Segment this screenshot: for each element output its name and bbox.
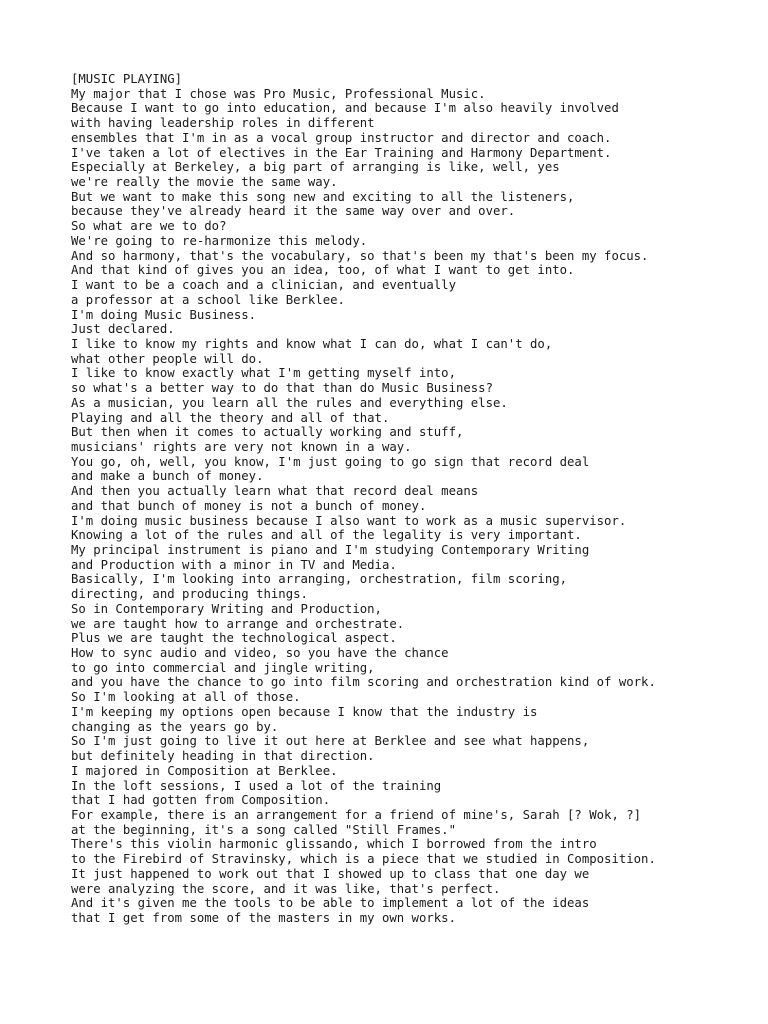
transcript-line: ensembles that I'm in as a vocal group instructor and director and coach. — [71, 130, 612, 145]
transcript-line: that I get from some of the masters in my own works. — [71, 910, 456, 925]
transcript-line: And that kind of gives you an idea, too, of what I want to get into. — [71, 263, 575, 278]
transcript-line: I want to be a coach and a clinician, and eventually — [71, 278, 456, 293]
transcript-line: and make a bunch of money. — [71, 469, 264, 484]
transcript-line: and you have the chance to go into film scoring and orchestration kind of work. — [71, 675, 656, 690]
transcript-line: I'm keeping my options open because I know that the industry is — [71, 704, 538, 719]
transcript-line: were analyzing the score, and it was like, that's perfect. — [71, 881, 501, 896]
transcript-line: to go into commercial and jingle writing, — [71, 660, 375, 675]
transcript-line: I majored in Composition at Berklee. — [71, 763, 338, 778]
transcript-line: There's this violin harmonic glissando, which I borrowed from the intro — [71, 837, 597, 852]
transcript-line: [MUSIC PLAYING] — [71, 72, 183, 86]
transcript-line: so what's a better way to do that than do Music Business? — [71, 381, 493, 396]
transcript-line: So in Contemporary Writing and Production, — [71, 601, 382, 616]
transcript-text — [71, 72, 761, 926]
transcript-line: And so harmony, that's the vocabulary, so that's been my that's been my focus. — [71, 248, 649, 263]
transcript-line: For example, there is an arrangement for a friend of mine's, Sarah [? Wok, ?] — [71, 807, 642, 822]
transcript-line: So what are we to do? — [71, 219, 227, 234]
transcript-line: I like to know my rights and know what I can do, what I can't do, — [71, 336, 553, 351]
transcript-line: musicians' rights are very not known in a way. — [71, 439, 412, 454]
transcript-line: because they've already heard it the same way over and over. — [71, 204, 516, 219]
transcript-line: I like to know exactly what I'm getting myself into, — [71, 366, 456, 381]
transcript-line: but definitely heading in that direction. — [71, 749, 375, 764]
transcript-line: a professor at a school like Berklee. — [71, 292, 345, 307]
transcript-line: we're really the movie the same way. — [71, 175, 338, 190]
transcript-line: And then you actually learn what that record deal means — [71, 484, 479, 499]
transcript-line: Basically, I'm looking into arranging, orchestration, film scoring, — [71, 572, 568, 587]
transcript-line: what other people will do. — [71, 351, 264, 366]
transcript-line: with having leadership roles in different — [71, 116, 375, 131]
transcript-line: How to sync audio and video, so you have the chance — [71, 646, 449, 661]
transcript-line: we are taught how to arrange and orchestrate. — [71, 616, 405, 631]
transcript-line: So I'm looking at all of those. — [71, 690, 301, 705]
transcript-line: You go, oh, well, you know, I'm just going to go sign that record deal — [71, 454, 590, 469]
transcript-line: I'm doing music business because I also want to work as a music supervisor. — [71, 513, 627, 528]
transcript-line: and that bunch of money is not a bunch of money. — [71, 498, 427, 513]
transcript-line: Because I want to go into education, and because I'm also heavily involved — [71, 101, 619, 116]
transcript-line: I've taken a lot of electives in the Ear Training and Harmony Department. — [71, 145, 612, 160]
transcript-line: at the beginning, it's a song called "Still Frames." — [71, 822, 456, 837]
transcript-line: Playing and all the theory and all of that. — [71, 410, 390, 425]
transcript-line: changing as the years go by. — [71, 719, 279, 734]
transcript-line: My major that I chose was Pro Music, Professional Music. — [71, 86, 486, 101]
transcript-line: Plus we are taught the technological aspect. — [71, 631, 397, 646]
transcript-line: In the loft sessions, I used a lot of the training — [71, 778, 442, 793]
transcript-line: and Production with a minor in TV and Media. — [71, 557, 397, 572]
transcript-line: directing, and producing things. — [71, 587, 308, 602]
transcript-line: It just happened to work out that I showed up to class that one day we — [71, 866, 590, 881]
transcript-line: I'm doing Music Business. — [71, 307, 257, 322]
transcript-line: Especially at Berkeley, a big part of arranging is like, well, yes — [71, 160, 560, 175]
transcript-line: So I'm just going to live it out here at Berklee and see what happens, — [71, 734, 590, 749]
transcript-line: that I had gotten from Composition. — [71, 793, 331, 808]
transcript-line: But then when it comes to actually working and stuff, — [71, 425, 464, 440]
transcript-line: But we want to make this song new and exciting to all the listeners, — [71, 189, 575, 204]
transcript-line: Knowing a lot of the rules and all of the legality is very important. — [71, 528, 582, 543]
transcript-line: My principal instrument is piano and I'm studying Contemporary Writing — [71, 543, 590, 557]
transcript-line: As a musician, you learn all the rules and everything else. — [71, 395, 508, 410]
transcript-line: And it's given me the tools to be able to implement a lot of the ideas — [71, 896, 590, 911]
transcript-line: We're going to re-harmonize this melody. — [71, 233, 368, 248]
transcript-line: to the Firebird of Stravinsky, which is a piece that we studied in Composition. — [71, 852, 656, 867]
transcript-line: Just declared. — [71, 322, 175, 337]
